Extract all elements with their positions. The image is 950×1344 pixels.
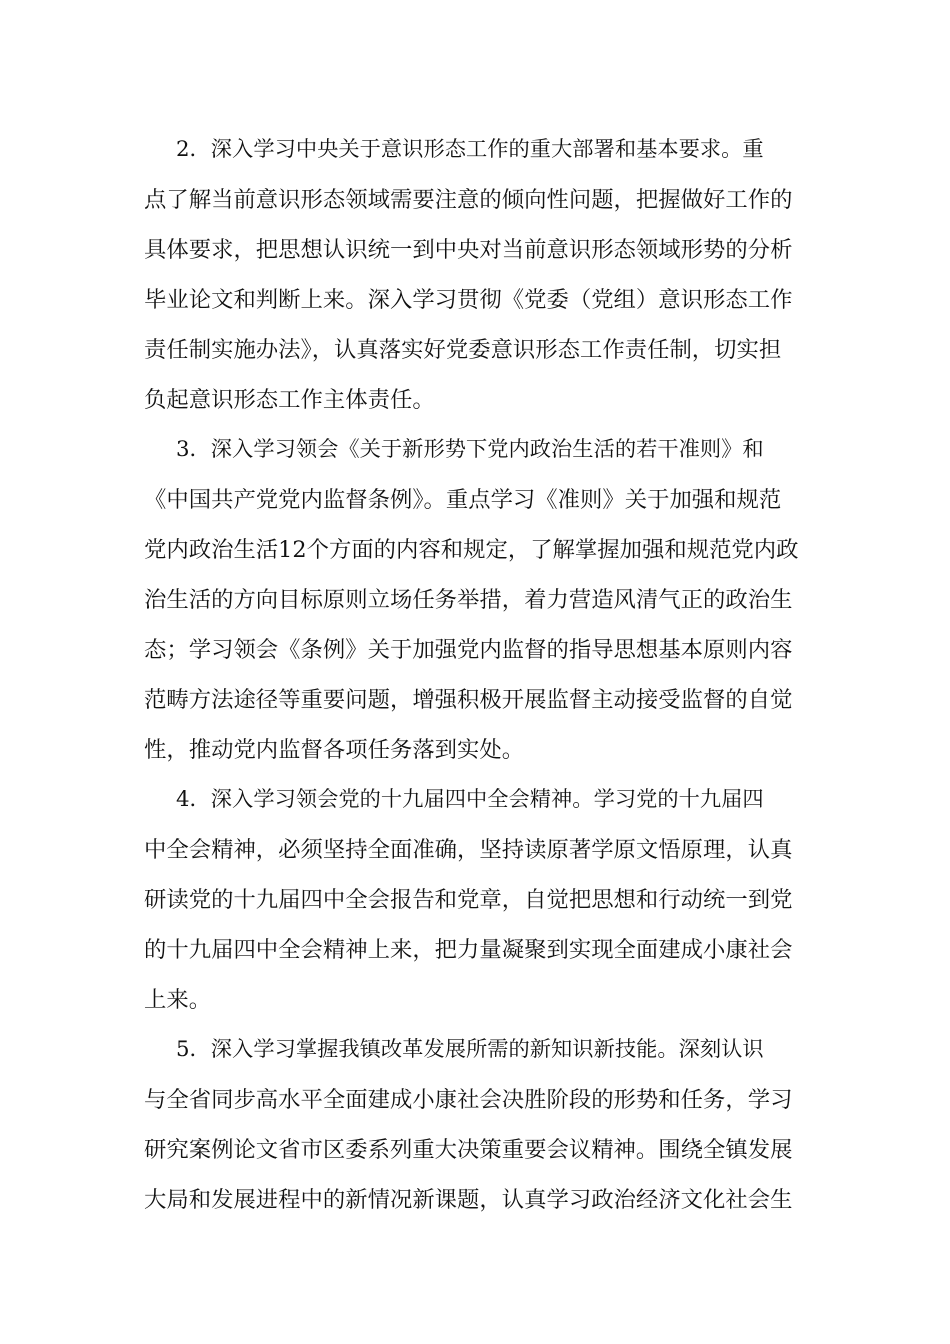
paragraph-3-line-4: 治生活的方向目标原则立场任务举措，着力营造风清气正的政治生: [144, 587, 793, 613]
paragraph-4-line-4: 的十九届四中全会精神上来，把力量凝聚到实现全面建成小康社会: [144, 937, 793, 963]
paragraph-2-line-6: 负起意识形态工作主体责任。: [144, 387, 435, 413]
paragraph-2-line-5: 责任制实施办法》，认真落实好党委意识形态工作责任制，切实担: [144, 337, 782, 363]
paragraph-4-line-1: 4．深入学习领会党的十九届四中全会精神。学习党的十九届四: [176, 787, 764, 812]
paragraph-5-line-1: 5．深入学习掌握我镇改革发展所需的新知识新技能。深刻认识: [176, 1037, 764, 1062]
paragraph-3-line-2: 《中国共产党党内监督条例》。重点学习《准则》关于加强和规范: [144, 487, 782, 513]
paragraph-5-line-2: 与全省同步高水平全面建成小康社会决胜阶段的形势和任务，学习: [144, 1087, 793, 1113]
paragraph-2-line-4: 毕业论文和判断上来。深入学习贯彻《党委（党组）意识形态工作: [144, 287, 793, 313]
paragraph-3-line-6: 范畴方法途径等重要问题，增强积极开展监督主动接受监督的自觉: [144, 687, 793, 713]
paragraph-5-line-4: 大局和发展进程中的新情况新课题，认真学习政治经济文化社会生: [144, 1187, 793, 1213]
paragraph-5-line-3: 研究案例论文省市区委系列重大决策重要会议精神。围绕全镇发展: [144, 1137, 793, 1163]
paragraph-4-line-5: 上来。: [144, 987, 212, 1013]
paragraph-4-line-3: 研读党的十九届四中全会报告和党章，自觉把思想和行动统一到党: [144, 887, 793, 913]
paragraph-2-line-1: 2．深入学习中央关于意识形态工作的重大部署和基本要求。重: [176, 137, 764, 162]
paragraph-3-line-5: 态；学习领会《条例》关于加强党内监督的指导思想基本原则内容: [144, 637, 793, 663]
paragraph-2-line-3: 具体要求，把思想认识统一到中央对当前意识形态领域形势的分析: [144, 237, 793, 263]
paragraph-3-line-1: 3．深入学习领会《关于新形势下党内政治生活的若干准则》和: [176, 437, 764, 462]
paragraph-2-line-2: 点了解当前意识形态领域需要注意的倾向性问题，把握做好工作的: [144, 187, 793, 213]
paragraph-3-line-7: 性，推动党内监督各项任务落到实处。: [144, 737, 525, 763]
paragraph-4-line-2: 中全会精神，必须坚持全面准确，坚持读原著学原文悟原理，认真: [144, 837, 793, 863]
paragraph-3-line-3: 党内政治生活12个方面的内容和规定，了解掌握加强和规范党内政: [144, 537, 799, 563]
